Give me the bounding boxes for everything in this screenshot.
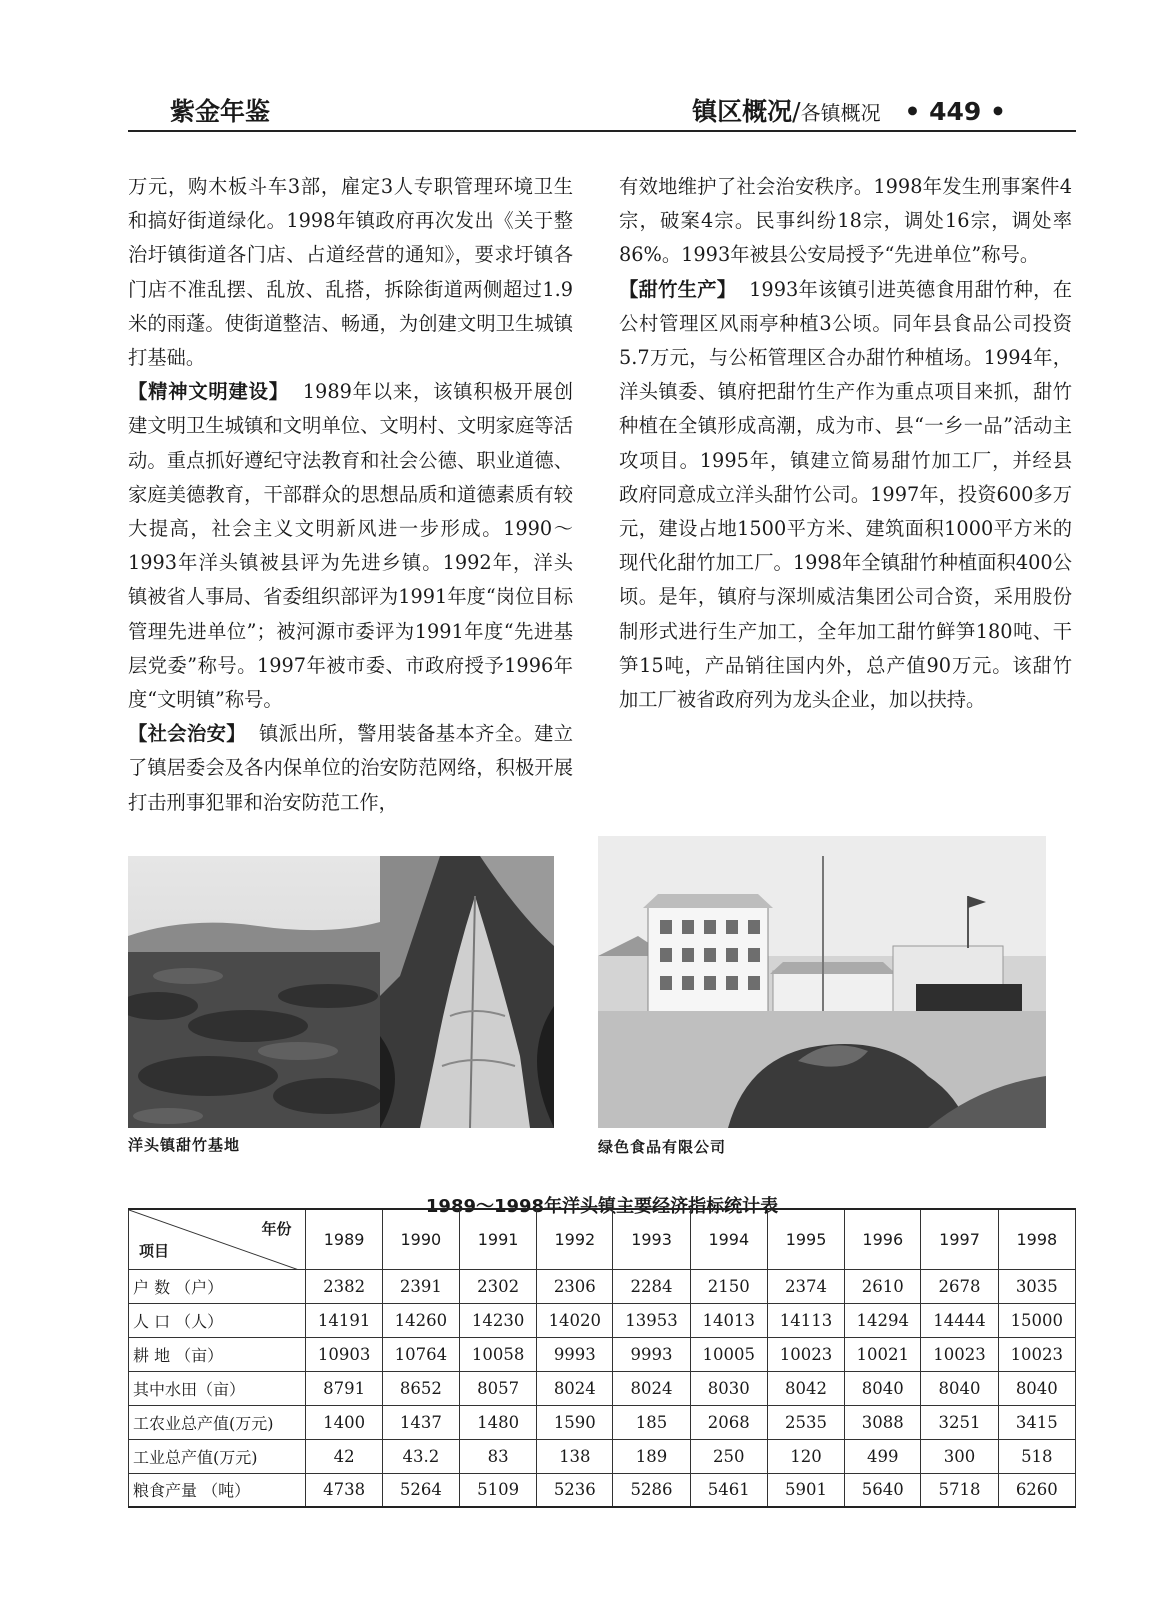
section-title: 镇区概况 — [692, 97, 793, 126]
table-cell: 14230 — [459, 1303, 536, 1337]
table-cell: 1400 — [306, 1405, 382, 1439]
table-cell: 2374 — [767, 1269, 844, 1303]
table-cell: 3088 — [845, 1405, 921, 1439]
table-cell: 43.2 — [382, 1439, 459, 1473]
table-cell: 5236 — [537, 1473, 613, 1507]
year-header: 1995 — [767, 1209, 844, 1269]
row-label: 工农业总产值(万元) — [129, 1405, 306, 1439]
table-cell: 9993 — [537, 1337, 613, 1371]
corner-label-item: 项目 — [139, 1241, 170, 1260]
table-cell: 2391 — [382, 1269, 459, 1303]
food-company-building-photo — [598, 836, 1046, 1128]
section-text: 镇派出所，警用装备基本齐全。建立了镇居委会及各内保单位的治安防范网络，积极开展打击刑事犯罪和治安防范工作， — [128, 722, 574, 814]
table-cell: 8040 — [998, 1371, 1075, 1405]
table-cell: 10021 — [845, 1337, 921, 1371]
table-cell: 9993 — [613, 1337, 690, 1371]
table-cell: 3415 — [998, 1405, 1075, 1439]
table-cell: 4738 — [306, 1473, 382, 1507]
table-cell: 2302 — [459, 1269, 536, 1303]
section-heading: 【社会治安】 — [128, 722, 246, 746]
table-cell: 10903 — [306, 1337, 382, 1371]
table-cell: 2610 — [845, 1269, 921, 1303]
section-public-security — [128, 717, 573, 820]
left-column — [128, 170, 573, 820]
table-cell: 8791 — [306, 1371, 382, 1405]
table-cell: 250 — [690, 1439, 767, 1473]
section-text: 1993年该镇引进英德食用甜竹种，在公村管理区风雨亭种植3公顷。同年县食品公司投资5.7万元，与公柘管理区合办甜竹种植场。1994年，洋头镇委、镇府把甜竹生产作为重点项目来抓，甜竹种植在全镇形成高潮，成为市、县“一乡一品”活动主攻项目。1995年，镇建立简易甜竹加工厂，并经县政府同意成立洋头甜竹公司。1997年，投资600多万元，建设占地1500平方米、建筑面积1000平方米的现代化甜竹加工厂。1998年全镇甜竹种植面积400公顷。是年，镇府与深圳威洁集团公司合资，采用股份制形式进行生产加工，全年加工甜竹鲜笋180吨、干笋15吨，产品销往国内外，总产值90万元。该甜竹加工厂被省政府列为龙头企业，加以扶持。 — [619, 277, 1072, 712]
year-header: 1998 — [998, 1209, 1075, 1269]
table-cell: 2150 — [690, 1269, 767, 1303]
subsection-title: 各镇概况 — [800, 101, 881, 125]
table-cell: 5901 — [767, 1473, 844, 1507]
table-cell: 5461 — [690, 1473, 767, 1507]
paragraph-security-cont: 有效地维护了社会治安秩序。1998年发生刑事案件4宗，破案4宗。民事纠纷18宗，调处16宗，调处率86%。1993年被县公安局授予“先进单位”称号。 — [619, 175, 1072, 267]
table-cell: 8040 — [921, 1371, 998, 1405]
table-cell: 2068 — [690, 1405, 767, 1439]
table-cell: 3035 — [998, 1269, 1075, 1303]
table-cell: 1480 — [459, 1405, 536, 1439]
year-header: 1989 — [306, 1209, 382, 1269]
table-cell: 8042 — [767, 1371, 844, 1405]
table-row-farmland — [129, 1337, 1076, 1371]
table-header-row — [129, 1209, 1076, 1269]
table-cell: 8024 — [537, 1371, 613, 1405]
table-corner-cell — [129, 1209, 306, 1269]
table-cell: 14444 — [921, 1303, 998, 1337]
table-cell: 14013 — [690, 1303, 767, 1337]
table-cell: 5109 — [459, 1473, 536, 1507]
year-header: 1997 — [921, 1209, 998, 1269]
table-cell: 2535 — [767, 1405, 844, 1439]
bamboo-shoot-photo — [380, 856, 554, 1128]
row-label: 其中水田（亩） — [129, 1371, 306, 1405]
table-cell: 8057 — [459, 1371, 536, 1405]
table-title: 1989～1998年洋头镇主要经济指标统计表 — [425, 1196, 779, 1217]
table-cell: 2678 — [921, 1269, 998, 1303]
section-text: 1989年以来，该镇积极开展创建文明卫生城镇和文明单位、文明村、文明家庭等活动。重点抓好遵纪守法教育和社会公德、职业道德、家庭美德教育，干部群众的思想品质和道德素质有较大提高，社会主义文明新风进一步形成。1990～1993年洋头镇被县评为先进乡镇。1992年，洋头镇被省人事局、省委组织部评为1991年度“岗位目标管理先进单位”；被河源市委评为1991年度“先进基层党委”称号。1997年被市委、市政府授予1996年度“文明镇”称号。 — [128, 380, 574, 712]
table-cell: 10023 — [921, 1337, 998, 1371]
table-cell: 6260 — [998, 1473, 1075, 1507]
table-row-population — [129, 1303, 1076, 1337]
table-cell: 1437 — [382, 1405, 459, 1439]
table-cell: 5264 — [382, 1473, 459, 1507]
table-cell: 499 — [845, 1439, 921, 1473]
row-label: 耕 地 （亩） — [129, 1337, 306, 1371]
page-number: • 449 • — [904, 97, 1006, 126]
economic-indicators-table — [128, 1208, 1076, 1508]
table-cell: 8652 — [382, 1371, 459, 1405]
year-header: 1991 — [459, 1209, 536, 1269]
table-cell: 8024 — [613, 1371, 690, 1405]
section-heading: 【精神文明建设】 — [128, 380, 289, 404]
year-header: 1994 — [690, 1209, 767, 1269]
table-row-paddy-fields — [129, 1371, 1076, 1405]
table-row-industrial-output — [129, 1439, 1076, 1473]
section-heading: 【甜竹生产】 — [619, 277, 737, 301]
year-header: 1992 — [537, 1209, 613, 1269]
table-cell: 518 — [998, 1439, 1075, 1473]
table-cell: 2306 — [537, 1269, 613, 1303]
table-row-agri-industrial-output — [129, 1405, 1076, 1439]
table-cell: 8040 — [845, 1371, 921, 1405]
yearbook-title: 紫金年鉴 — [170, 97, 271, 126]
right-column — [619, 170, 1072, 717]
year-header: 1996 — [845, 1209, 921, 1269]
table-cell: 14260 — [382, 1303, 459, 1337]
year-header: 1990 — [382, 1209, 459, 1269]
table-cell: 14191 — [306, 1303, 382, 1337]
table-cell: 8030 — [690, 1371, 767, 1405]
table-cell: 10764 — [382, 1337, 459, 1371]
row-label: 户 数 （户） — [129, 1269, 306, 1303]
row-label: 粮食产量 （吨） — [129, 1473, 306, 1507]
table-cell: 15000 — [998, 1303, 1075, 1337]
table-cell: 13953 — [613, 1303, 690, 1337]
table-cell: 10058 — [459, 1337, 536, 1371]
photo-caption-food-company: 绿色食品有限公司 — [598, 1138, 727, 1156]
table-cell: 3251 — [921, 1405, 998, 1439]
running-header — [692, 92, 1006, 128]
table-row-grain-output — [129, 1473, 1076, 1507]
table-cell: 42 — [306, 1439, 382, 1473]
table-cell: 14294 — [845, 1303, 921, 1337]
table-cell: 14020 — [537, 1303, 613, 1337]
table-cell: 2284 — [613, 1269, 690, 1303]
table-cell: 83 — [459, 1439, 536, 1473]
table-cell: 5640 — [845, 1473, 921, 1507]
corner-label-year: 年份 — [261, 1220, 292, 1238]
table-cell: 120 — [767, 1439, 844, 1473]
year-header: 1993 — [613, 1209, 690, 1269]
table-cell: 189 — [613, 1439, 690, 1473]
table-row-households — [129, 1269, 1076, 1303]
table-cell: 5718 — [921, 1473, 998, 1507]
table-cell: 185 — [613, 1405, 690, 1439]
table-cell: 300 — [921, 1439, 998, 1473]
table-cell: 10023 — [767, 1337, 844, 1371]
table-cell: 5286 — [613, 1473, 690, 1507]
table-cell: 10005 — [690, 1337, 767, 1371]
row-label: 工业总产值(万元) — [129, 1439, 306, 1473]
header-slash: / — [792, 97, 801, 126]
photo-caption-bamboo-base: 洋头镇甜竹基地 — [128, 1136, 241, 1154]
section-spiritual-civilization — [128, 375, 573, 717]
table-cell: 14113 — [767, 1303, 844, 1337]
section-sweet-bamboo — [619, 273, 1072, 718]
table-cell: 10023 — [998, 1337, 1075, 1371]
table-cell: 2382 — [306, 1269, 382, 1303]
header-rule — [128, 130, 1076, 132]
bamboo-field-photo — [128, 856, 380, 1128]
paragraph-environment: 万元，购木板斗车3部，雇定3人专职管理环境卫生和搞好街道绿化。1998年镇政府再次发出《关于整治圩镇街道各门店、占道经营的通知》，要求圩镇各门店不准乱摆、乱放、乱搭，拆除街道两侧超过1.9米的雨蓬。使街道整洁、畅通，为创建文明卫生城镇打基础。 — [128, 175, 573, 370]
row-label: 人 口 （人） — [129, 1303, 306, 1337]
table-cell: 1590 — [537, 1405, 613, 1439]
table-cell: 138 — [537, 1439, 613, 1473]
